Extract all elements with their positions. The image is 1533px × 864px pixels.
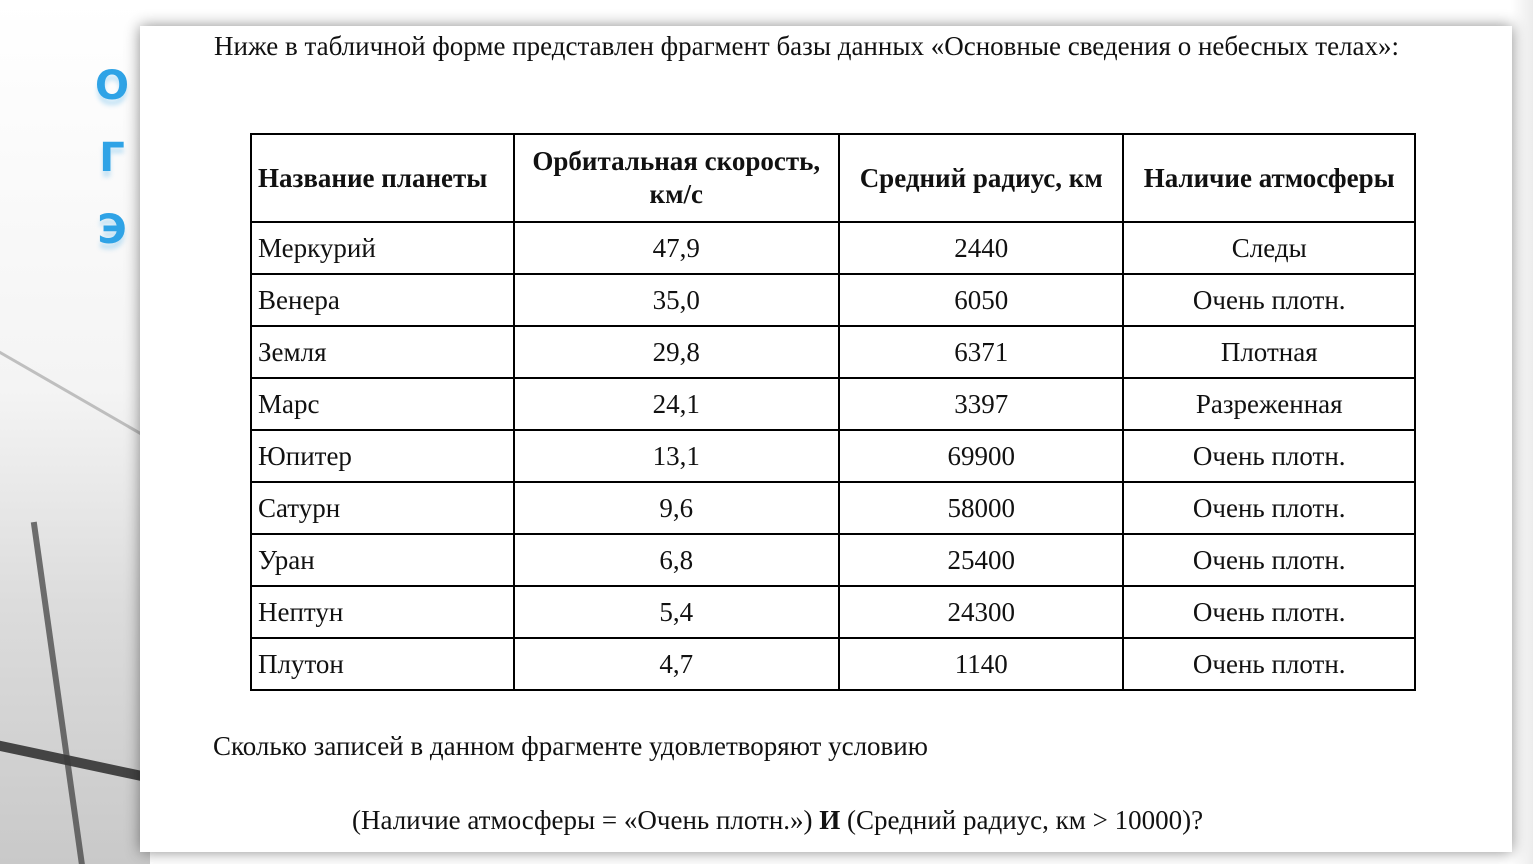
cell-radius: 25400 [839,534,1123,586]
cell-atmosphere: Очень плотн. [1123,586,1415,638]
cell-speed: 24,1 [514,378,839,430]
intro-text: Ниже в табличной форме представлен фрагмент базы данных «Основные сведения о небесных телах»: [214,31,1400,61]
cell-speed: 9,6 [514,482,839,534]
header-mean-radius: Средний радиус, км [839,134,1123,222]
background-edge [1511,0,1533,864]
cell-radius: 6371 [839,326,1123,378]
table-row [251,586,1415,638]
table-row [251,378,1415,430]
background-line [31,522,95,864]
cell-planet: Земля [251,326,514,378]
cell-planet: Марс [251,378,514,430]
cell-atmosphere: Очень плотн. [1123,430,1415,482]
cell-atmosphere: Плотная [1123,326,1415,378]
cell-planet: Нептун [251,586,514,638]
header-planet-name: Название планеты [251,134,514,222]
condition-text [352,802,1203,838]
table-row [251,222,1415,274]
cell-atmosphere: Очень плотн. [1123,482,1415,534]
cell-speed: 4,7 [514,638,839,690]
table-row [251,430,1415,482]
cell-atmosphere: Очень плотн. [1123,534,1415,586]
table-row [251,638,1415,690]
header-orbital-speed: Орбитальная скорость, км/с [514,134,839,222]
cell-speed: 47,9 [514,222,839,274]
side-title [92,60,132,256]
side-letter: Г [99,135,125,181]
cell-planet: Сатурн [251,482,514,534]
condition-part2: (Средний радиус, км > 10000)? [840,805,1204,835]
cell-speed: 35,0 [514,274,839,326]
header-atmosphere: Наличие атмосферы [1123,134,1415,222]
condition-part1: (Наличие атмосферы = «Очень плотн.») [352,805,820,835]
condition-operator: И [819,805,841,835]
cell-speed: 6,8 [514,534,839,586]
planets-table [250,133,1416,691]
document-sheet [140,26,1512,852]
side-letter: Э [97,207,127,253]
cell-atmosphere: Очень плотн. [1123,638,1415,690]
cell-speed: 5,4 [514,586,839,638]
cell-speed: 29,8 [514,326,839,378]
cell-radius: 6050 [839,274,1123,326]
cell-planet: Уран [251,534,514,586]
cell-atmosphere: Очень плотн. [1123,274,1415,326]
cell-planet: Юпитер [251,430,514,482]
table-row [251,482,1415,534]
question-text: Сколько записей в данном фрагменте удовлетворяют условию [213,731,928,761]
cell-radius: 3397 [839,378,1123,430]
cell-radius: 2440 [839,222,1123,274]
table-row [251,326,1415,378]
cell-radius: 1140 [839,638,1123,690]
table-row [251,274,1415,326]
cell-atmosphere: Разреженная [1123,378,1415,430]
background-line [0,343,150,461]
table-header-row [251,134,1415,222]
cell-atmosphere: Следы [1123,222,1415,274]
table-row [251,534,1415,586]
cell-planet: Меркурий [251,222,514,274]
cell-planet: Венера [251,274,514,326]
cell-radius: 69900 [839,430,1123,482]
side-letter: О [94,63,129,109]
cell-speed: 13,1 [514,430,839,482]
background-line [0,733,150,797]
cell-radius: 58000 [839,482,1123,534]
cell-planet: Плутон [251,638,514,690]
cell-radius: 24300 [839,586,1123,638]
